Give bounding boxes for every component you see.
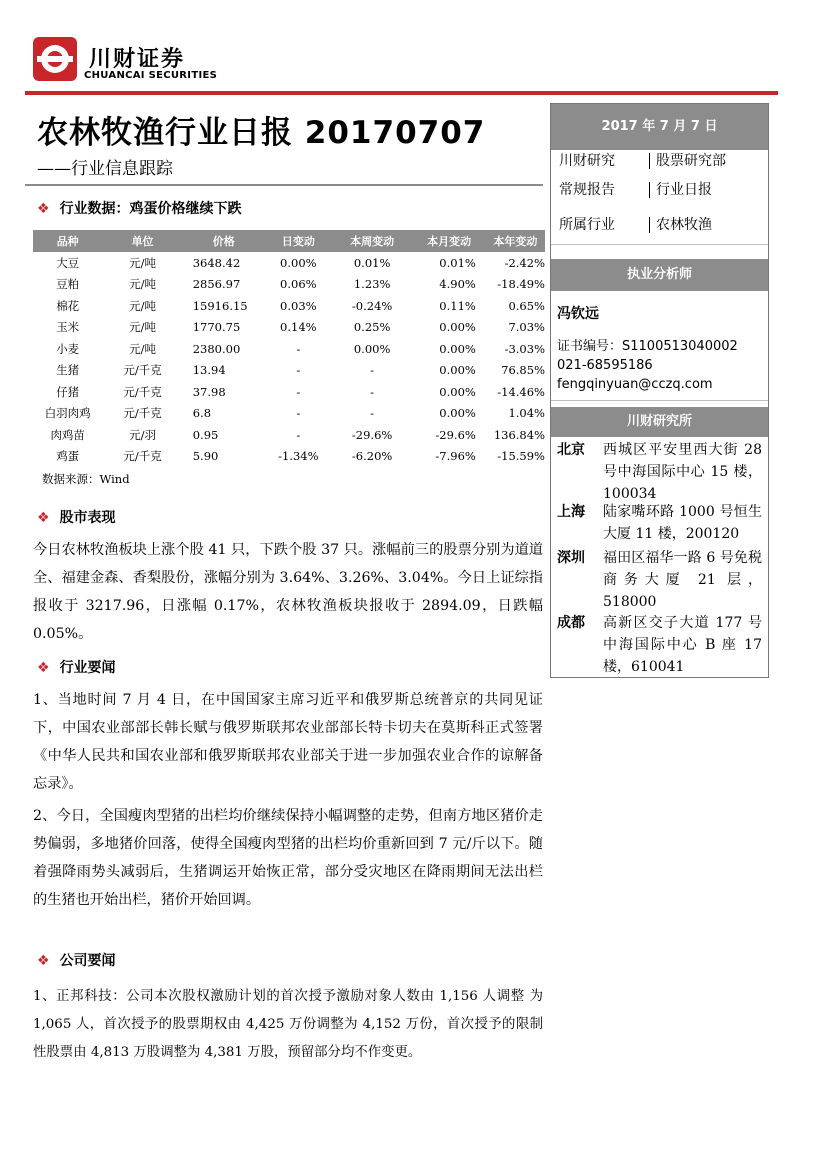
diamond-bullet-icon: ❖ [37,201,50,217]
col-header: 本年变动 [486,230,545,252]
office-shanghai [557,501,762,545]
table-cell: 1.23% [353,277,391,292]
logo-text-cn: 川财证券 [89,47,186,72]
table-cell: 0.14% [280,320,317,335]
meta-key: 川财研究 [559,153,615,169]
table-cell: 元/千克 [123,384,162,399]
table-cell: 2856.97 [192,277,241,292]
table-cell: -29.6% [435,427,476,442]
table-cell: 元/吨 [129,277,156,292]
office-address: 高新区交子大道 177 号中海国际中心 B 座 17 楼，610041 [603,615,762,675]
logo-text-en: CHUANCAI SECURITIES [84,70,218,81]
company-news-item-1 [33,983,543,1067]
office-address: 陆家嘴环路 1000 号恒生大厦 11 楼，200120 [603,504,762,542]
table-row [33,446,545,468]
table-cell: 0.11% [439,298,476,313]
diamond-bullet-icon: ❖ [37,660,50,676]
diamond-bullet-icon: ❖ [37,510,50,526]
price-table [33,230,545,467]
section-title: 公司要闻 [59,953,116,969]
table-cell: 0.25% [353,320,391,335]
news-item-1 [33,686,543,798]
table-cell: 元/千克 [123,406,162,421]
table-cell: 仔猪 [56,384,80,399]
table-cell: - [370,406,375,421]
table-row [33,403,545,425]
table-cell: - [296,363,301,378]
table-cell: 0.95 [192,427,219,442]
table-cell: -7.96% [435,449,476,464]
section-title: 股市表现 [59,510,116,526]
table-cell: 棉花 [56,298,80,313]
table-cell: 13.94 [192,363,226,378]
table-source: 数据来源：Wind [42,472,130,486]
meta-key: 所属行业 [559,217,615,233]
table-cell: 元/千克 [123,449,162,464]
diamond-bullet-icon: ❖ [37,953,50,969]
table-cell: 0.65% [508,298,545,313]
table-row [33,252,545,274]
analyst-header: 执业分析师 [551,259,768,291]
office-address: 福田区福华一路 6 号免税商务大厦 21 层，518000 [603,550,762,610]
paragraph-text: 今日农林牧渔板块上涨个股 41 只，下跌个股 37 只。涨幅前三的股票分别为道道全、福建金森、香梨股份，涨幅分别为 3.64%、3.26%、3.04%。今日上证综指报收于 3217.96，日涨幅 0.17%，农林牧渔板块报收于 2894.09，日跌幅 0.05%。 [33,542,543,642]
table-cell: -29.6% [351,427,393,442]
table-row [33,424,545,446]
table-cell: 元/羽 [129,427,156,442]
office-city: 上海 [557,504,585,520]
report-date: 2017 年 7 月 7 日 [551,104,768,150]
header-divider [25,91,778,95]
section-title: 行业数据：鸡蛋价格继续下跌 [59,201,242,217]
meta-value: 农林牧渔 [649,217,712,233]
market-paragraph [33,536,543,648]
table-cell: 鸡蛋 [56,449,80,464]
paragraph-text: 2、今日，全国瘦肉型猪的出栏均价继续保持小幅调整的走势，但南方地区猪价走势偏弱，多地猪价回落，使得全国瘦肉型猪的出栏均价重新回到 7 元/斤以下。随着强降雨势头减弱后，生猪调运开始恢正常，部分受灾地区在降雨期间无法出栏的生猪也开始出栏，猪价开始回调。 [33,808,543,908]
title-divider [25,184,543,186]
table-cell: -0.24% [351,298,393,313]
table-cell: 0.00% [439,406,476,421]
table-cell: 4.90% [439,277,476,292]
table-cell: 元/吨 [129,341,156,356]
meta-key: 常规报告 [559,182,615,198]
section-market [37,507,116,527]
col-header: 本月变动 [412,230,485,252]
table-cell: - [370,384,375,399]
table-cell: 1.04% [508,406,545,421]
table-cell: 76.85% [501,363,545,378]
table-cell: 肉鸡苗 [50,427,85,442]
table-cell: 37.98 [192,384,226,399]
col-header: 日变动 [265,230,332,252]
meta-row [559,150,726,170]
table-cell: -2.42% [504,255,545,270]
report-subtitle: ——行业信息跟踪 [37,159,173,179]
table-cell: 元/吨 [129,298,156,313]
sidebar-divider [551,244,768,245]
table-cell: 1770.75 [192,320,241,335]
table-cell: 小麦 [56,341,80,356]
office-city: 深圳 [557,550,585,566]
table-cell: 元/吨 [129,320,156,335]
office-beijing [557,439,762,505]
table-cell: 5.90 [192,449,219,464]
table-row [33,381,545,403]
table-row [33,338,545,360]
table-cell: - [296,384,301,399]
col-header: 单位 [102,230,182,252]
table-cell: - [296,427,301,442]
table-cell: -15.59% [497,449,545,464]
meta-value: 股票研究部 [649,153,726,169]
table-cell: -6.20% [351,449,393,464]
table-cell: 大豆 [56,255,80,270]
office-city: 成都 [557,615,585,631]
table-cell: 0.06% [280,277,317,292]
sidebar-divider [551,400,768,401]
table-cell: 6.8 [192,406,212,421]
col-header: 品种 [33,230,102,252]
table-cell: 0.00% [439,320,476,335]
report-title: 农林牧渔行业日报 20170707 [37,115,486,151]
table-cell: 生猪 [56,363,80,378]
meta-row [559,179,712,199]
table-cell: 15916.15 [192,298,248,313]
section-industry-news [37,657,116,677]
meta-row [559,214,712,234]
table-cell: 3648.42 [192,255,241,270]
office-city: 北京 [557,442,585,458]
table-cell: - [370,363,375,378]
table-row [33,360,545,382]
table-cell: 0.03% [280,298,317,313]
table-cell: 136.84% [493,427,545,442]
table-cell: 豆粕 [56,277,80,292]
analyst-cert: 证书编号：S1100513040002 [557,339,738,354]
table-cell: 7.03% [508,320,545,335]
table-cell: 0.00% [439,341,476,356]
col-header: 价格 [183,230,265,252]
table-row [33,295,545,317]
table-cell: -18.49% [497,277,545,292]
table-header-row [33,230,545,252]
table-cell: 0.00% [353,341,391,356]
table-cell: -3.03% [504,341,545,356]
table-cell: 元/千克 [123,363,162,378]
section-company-news [37,950,116,970]
table-cell: -14.46% [497,384,545,399]
meta-value: 行业日报 [649,182,712,198]
table-row [33,317,545,339]
analyst-email[interactable]: fengqinyuan@cczq.com [557,377,713,392]
table-cell: 0.01% [439,255,476,270]
table-cell: 0.00% [439,384,476,399]
table-cell: -1.34% [278,449,319,464]
office-chengdu [557,612,762,678]
table-cell: 白羽肉鸡 [44,406,91,421]
table-cell: 0.00% [439,363,476,378]
table-cell: 2380.00 [192,341,241,356]
section-title: 行业要闻 [59,660,116,676]
table-cell: 0.01% [353,255,391,270]
table-cell: - [296,341,301,356]
col-header: 本周变动 [332,230,413,252]
info-sidebar [550,103,769,678]
office-address: 西城区平安里西大街 28 号中海国际中心 15 楼，100034 [603,442,762,502]
office-shenzhen [557,547,762,613]
table-cell: - [296,406,301,421]
table-cell: 玉米 [56,320,80,335]
paragraph-text: 1、正邦科技：公司本次股权激励计划的首次授予激励对象人数由 1,156 人调整 为 1,065 人，首次授予的股票期权由 4,425 万份调整为 4,152 万份，首次授予的限制 性股票由 4,813 万股调整为 4,381 万股，预留部分均不作变更。 [33,989,543,1060]
institute-header: 川财研究所 [551,407,768,437]
table-cell: 元/吨 [129,255,156,270]
table-row [33,274,545,296]
company-logo [33,37,77,81]
news-item-2 [33,802,543,914]
table-cell: 0.00% [280,255,317,270]
paragraph-text: 1、当地时间 7 月 4 日，在中国国家主席习近平和俄罗斯总统普京的共同见证下，中国农业部部长韩长赋与俄罗斯联邦农业部部长特卡切夫在莫斯科正式签署《中华人民共和国农业部和俄罗斯联邦农业部关于进一步加强农业合作的谅解备忘录》。 [33,692,543,792]
analyst-phone: 021-68595186 [557,358,653,373]
analyst-name: 冯钦远 [557,306,599,322]
section-industry-data [37,198,242,218]
